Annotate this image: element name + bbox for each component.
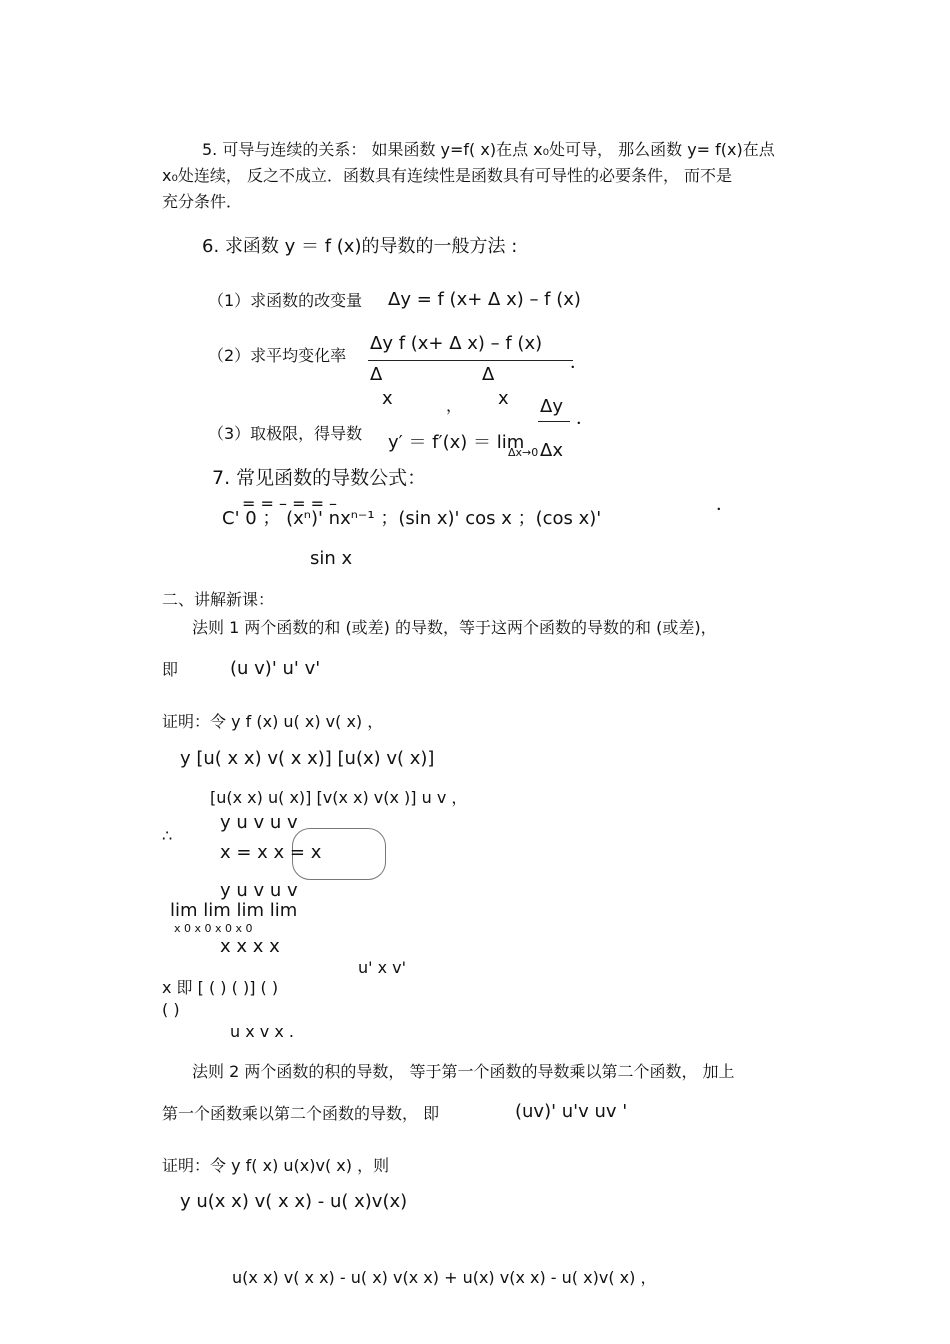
proof1-num-row: y u v u v — [220, 880, 298, 901]
rule1-text: 法则 1 两个函数的和 (或差) 的导数，等于这两个函数的导数的和 (或差)， — [192, 618, 717, 637]
section7-equal-marks: = = – = = – — [242, 494, 338, 513]
proof1-line3: [u(x x) u( x)] [v(x x) v(x )] u v ， — [210, 788, 468, 807]
step3-fraction-bar — [538, 421, 570, 422]
step3-formula: y′ ＝ f′(x) ＝ lim — [388, 432, 525, 453]
proof1-x-row: x = x x = x — [220, 842, 322, 863]
section6-title: 6. 求函数 y ＝ f (x)的导数的一般方法 : — [202, 236, 518, 257]
proof2-line2: y u(x x) v( x x) - u( x)v(x) — [180, 1191, 408, 1212]
step3-frac-bottom: Δx — [540, 440, 563, 461]
step3-limit-sub: Δx→0 — [508, 446, 539, 459]
step3-label: （3）取极限，得导数 — [208, 424, 363, 443]
lecture-heading: 二、讲解新课： — [162, 590, 275, 609]
section7-sinx: sin x — [310, 548, 353, 569]
step2-x-right: x — [498, 388, 509, 409]
section5-line2: x₀处连续， 反之不成立．函数具有连续性是函数具有可导性的必要条件， 而不是 — [162, 166, 733, 185]
therefore-sign: ∴ — [162, 826, 173, 845]
proof1-uv-row: u x v x . — [230, 1022, 294, 1041]
section5-line3: 充分条件． — [162, 192, 243, 211]
section7-dot: ． — [716, 494, 734, 515]
step3-dot: ． — [576, 408, 594, 429]
proof1-ie-row2: ( ) — [162, 1000, 180, 1019]
section5-line1: 5. 可导与连续的关系： 如果函数 y=f( x)在点 x₀处可导， 那么函数 y= f(x)在点 — [202, 140, 775, 159]
rule2-formula: (uv)' u'v uv ' — [515, 1101, 628, 1122]
proof1-den-row: x x x x — [220, 936, 280, 957]
rule2-line1: 法则 2 两个函数的积的导数， 等于第一个函数的导数乘以第二个函数， 加上 — [192, 1062, 735, 1081]
proof1-prime-row: u' x v' — [358, 958, 407, 977]
step2-label: （2）求平均变化率 — [208, 346, 347, 365]
rule2-line2: 第一个函数乘以第二个函数的导数， 即 — [162, 1104, 440, 1123]
step2-den-left: Δ — [370, 364, 383, 385]
proof1-lim-sub-row: x 0 x 0 x 0 x 0 — [174, 922, 253, 935]
rule1-formula: (u v)' u' v' — [230, 658, 321, 679]
step2-numerator: Δy f (x+ Δ x) – f (x) — [370, 333, 543, 354]
step3-frac-top: Δy — [540, 396, 563, 417]
step2-fraction-bar — [368, 360, 573, 361]
rule1-ie: 即 — [162, 660, 179, 679]
step2-comma: ， — [446, 396, 463, 415]
proof2-line3: u(x x) v( x x) - u( x) v(x x) + u(x) v(x x) - u( x)v( x) ， — [232, 1268, 657, 1287]
step1-formula: Δy = f (x+ Δ x) – f (x) — [388, 289, 581, 310]
step2-dot: ． — [570, 352, 588, 373]
step2-x-left: x — [382, 388, 393, 409]
section7-formulas: C' 0 ； (xⁿ)' nxⁿ⁻¹ ；(sin x)' cos x ；(cos x)' — [222, 508, 602, 529]
proof1-lim-row: lim lim lim lim — [170, 900, 298, 921]
proof1-label: 证明：令 y f (x) u( x) v( x) ， — [162, 712, 384, 731]
proof1-frac-row: y u v u v — [220, 812, 298, 833]
proof2-label: 证明：令 y f( x) u(x)v( x) ，则 — [162, 1156, 390, 1175]
section7-title: 7. 常见函数的导数公式： — [212, 467, 427, 489]
step1-label: （1）求函数的改变量 — [208, 291, 363, 310]
proof1-line2: y [u( x x) v( x x)] [u(x) v( x)] — [180, 748, 435, 769]
step2-den-right: Δ — [482, 364, 495, 385]
proof1-ie-row: x 即 [ ( ) ( )] ( ) — [162, 978, 279, 997]
